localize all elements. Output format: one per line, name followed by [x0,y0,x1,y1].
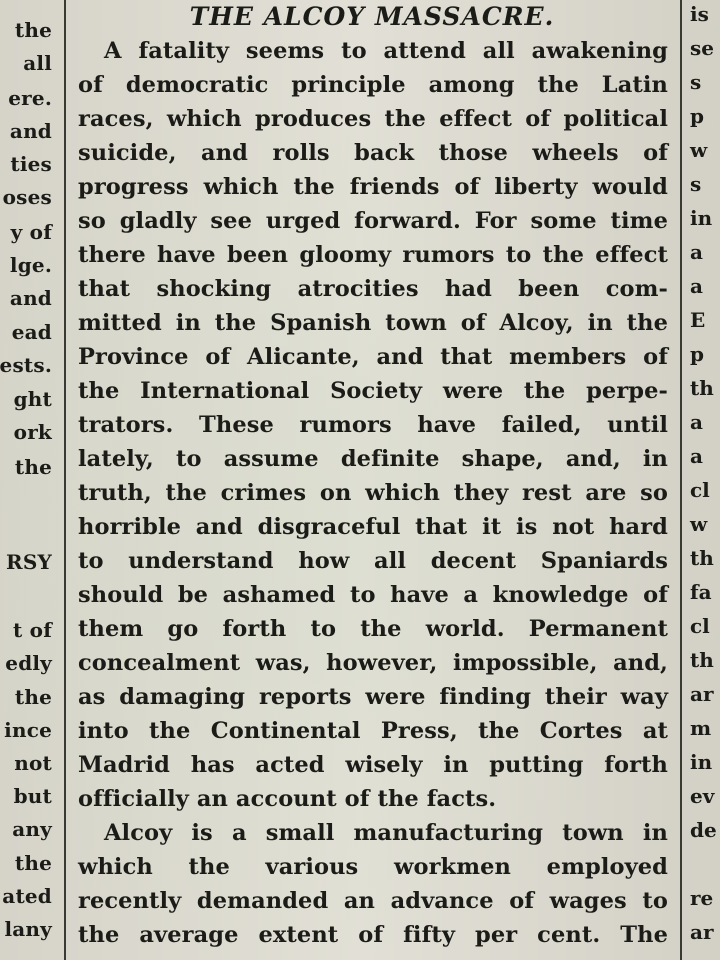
article-line: horrible and disgraceful that it is not hard [78,514,668,540]
left-line: the [14,851,52,875]
right-line: ar [690,920,714,944]
left-line: ated [2,884,52,908]
article-line: lately, to assume definite shape, and, in [78,446,668,472]
left-line: ork [13,420,52,444]
left-line: RSY [6,550,52,574]
article-line: truth, the crimes on which they rest are so [78,480,668,506]
right-line: cl [690,478,710,502]
article-column [72,0,672,960]
article-line: recently demanded an advance of wages to [78,888,668,914]
column-rule-right [680,0,682,960]
right-line: a [690,410,703,434]
right-line: p [690,104,704,128]
left-line: the [14,685,52,709]
left-line: any [12,817,52,841]
left-line: ince [4,718,52,742]
right-line: in [690,750,713,774]
right-line: de [690,818,717,842]
article-line: Province of Alicante, and that members of [78,344,668,370]
right-line: a [690,240,703,264]
left-line: edly [5,651,52,675]
right-line: ar [690,682,714,706]
left-line: lany [4,917,52,941]
article-line: into the Continental Press, the Cortes at [78,718,668,744]
article-line: of democratic principle among the Latin [78,72,668,98]
right-line: p [690,342,704,366]
article-line: Madrid has acted wisely in putting forth [78,752,668,778]
right-line: w [690,138,708,162]
article-line: Alcoy is a small manufacturing town in [104,820,668,846]
right-line: th [690,546,714,570]
article-line: as damaging reports were finding their way [78,684,668,710]
left-line: not [14,751,52,775]
left-line: ead [11,320,52,344]
left-line: y of [10,220,52,244]
article-line: should be ashamed to have a knowledge of [78,582,668,608]
left-line: t of [13,618,52,642]
article-line: progress which the friends of liberty would [78,174,668,200]
article-line: mitted in the Spanish town of Alcoy, in the [78,310,668,336]
right-line: E [690,308,706,332]
right-line: cl [690,614,710,638]
right-line: s [690,70,702,94]
right-line: is [690,2,709,26]
article-headline: THE ALCOY MASSACRE. [189,2,555,31]
right-line: re [690,886,714,910]
article-line: officially an account of the facts. [78,786,497,812]
article-line: so gladly see urged forward. For some time [78,208,668,234]
article-line: the International Society were the perpe- [78,378,668,404]
left-line: and [9,286,52,310]
article-line: suicide, and rolls back those wheels of [78,140,668,166]
article-line: them go forth to the world. Permanent [78,616,668,642]
left-line: the [14,455,52,479]
column-rule-left [64,0,66,960]
left-line: lge. [9,253,52,277]
left-line: ties [10,152,52,176]
article-line: trators. These rumors have failed, until [78,412,668,438]
right-line: th [690,648,714,672]
right-line: th [690,376,714,400]
right-line: s [690,172,702,196]
left-line: ests. [0,353,52,377]
right-line: in [690,206,713,230]
right-line: a [690,274,703,298]
right-line: m [690,716,712,740]
article-line: races, which produces the effect of political [78,106,668,132]
right-column-fragment [686,0,720,960]
article-line: the average extent of fifty per cent. The [78,922,668,948]
left-column-fragment [0,0,58,960]
right-line: se [690,36,714,60]
left-line: oses [2,185,52,209]
article-line: there have been gloomy rumors to the effect [78,242,668,268]
right-line: a [690,444,703,468]
left-line: all [23,51,52,75]
article-line: that shocking atrocities had been com- [78,276,668,302]
left-line: ght [13,387,52,411]
left-line: and [9,119,52,143]
article-line: A fatality seems to attend all awakening [104,38,668,64]
left-line: but [13,784,52,808]
right-line: fa [690,580,712,604]
left-line: the [14,18,52,42]
right-line: ev [690,784,715,808]
article-line: concealment was, however, impossible, and, [78,650,668,676]
article-line: to understand how all decent Spaniards [78,548,668,574]
right-line: w [690,512,708,536]
article-line: which the various workmen employed [78,854,668,880]
left-line: ere. [8,86,52,110]
